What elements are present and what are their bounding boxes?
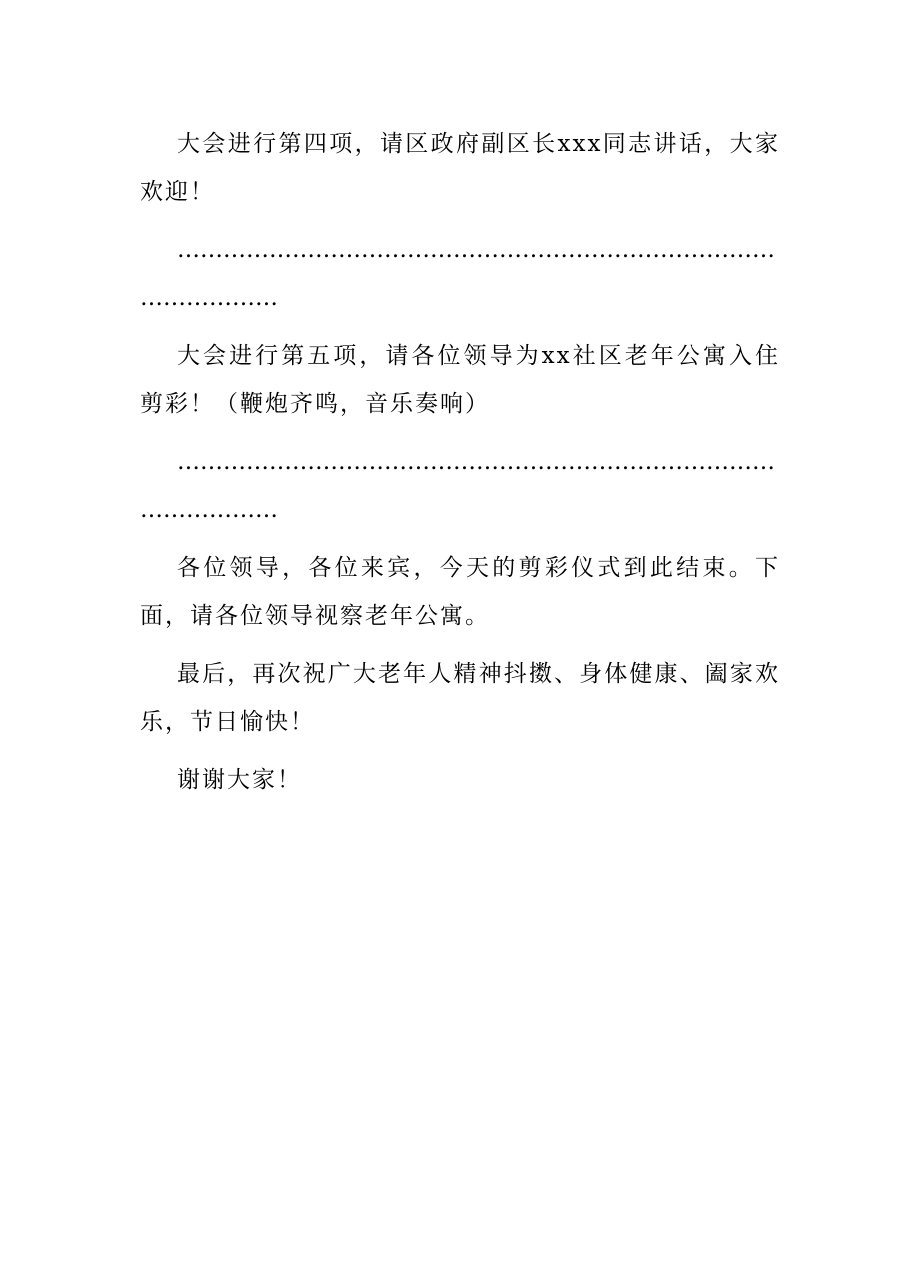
paragraph-item-4-speech: 大会进行第四项，请区政府副区长xxx同志讲话，大家欢迎！ [140,131,780,205]
ellipsis-separator: …………………………………………………………………………………… [140,449,775,523]
ellipsis-separator: …………………………………………………………………………………… [140,237,775,311]
document-body [140,120,780,814]
paragraph-final-wishes: 最后，再次祝广大老年人精神抖擞、身体健康、阖家欢乐，节日愉快！ [140,661,780,735]
paragraph-thanks: 谢谢大家！ [177,767,302,793]
paragraph-closing-announcement: 各位领导，各位来宾，今天的剪彩仪式到此结束。下面，请各位领导视察老年公寓。 [140,555,780,629]
paragraph-item-5-ribbon-cutting: 大会进行第五项，请各位领导为xx社区老年公寓入住剪彩！（鞭炮齐鸣，音乐奏响） [140,343,780,417]
